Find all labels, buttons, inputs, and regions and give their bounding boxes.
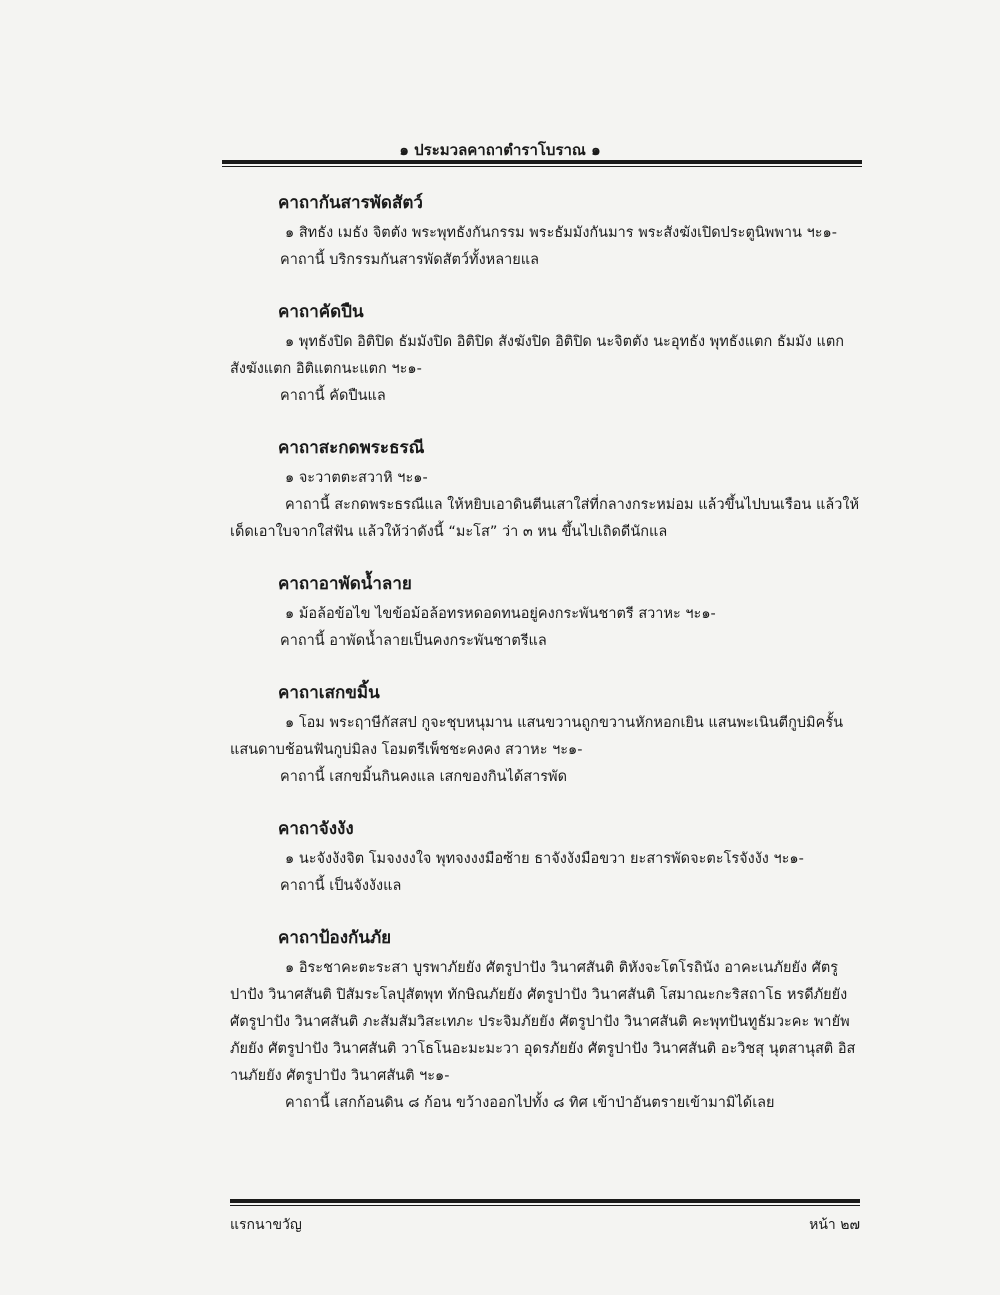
section (230, 814, 860, 900)
incantation-text: ๑ โอม พระฤาษีกัสสป กูจะชุบหนุมาน แสนขวานถูกขวานหักหอกเยิน แสนพะเนินตีกูบ่มิครั้น แสนดาบช้อนฟันกูบ่มิลง โอมตรีเพ็ชชะคงคง สวาหะ ฯะ๑- (230, 715, 844, 758)
section-heading: คาถาสะกดพระธรณี (278, 438, 425, 458)
section-heading: คาถาเสกขมิ้น (278, 683, 380, 703)
footer-rule-thin (230, 1205, 860, 1206)
section-heading: คาถาจังงัง (278, 819, 354, 839)
incantation-text: ๑ พุทธังปิด อิติปิด ธัมมังปิด อิติปิด สังฆังปิด อิติปิด นะจิตตัง นะอุทธัง พุทธังแตก ธัมมัง แตก สังฆังแตก อิติแตกนะแตก ฯะ๑- (230, 334, 845, 377)
header-rule-thick (222, 160, 862, 164)
section-heading: คาถาอาพัดน้ำลาย (278, 574, 412, 594)
usage-note: คาถานี้ เสกก้อนดิน ๘ ก้อน ขว้างออกไปทั้ง ๘ ทิศ เข้าป่าอันตรายเข้ามามิได้เลย (285, 1095, 775, 1111)
running-header: ๑ ประมวลคาถาตำราโบราณ ๑ (399, 141, 601, 159)
content-body (230, 188, 860, 1140)
incantation-text: ๑ นะจังงังจิต โมจงงงใจ พุทจงงงมือซ้าย ธาจังงังมือขวา ยะสารพัดจะตะโรจังงัง ฯะ๑- (285, 851, 804, 867)
section (230, 569, 860, 655)
section (230, 678, 860, 791)
usage-note: คาถานี้ คัดปืนแล (280, 388, 386, 404)
usage-note: คาถานี้ บริกรรมกันสารพัดสัตว์ทั้งหลายแล (280, 252, 539, 268)
section (230, 188, 860, 274)
incantation-text: ๑ ม้อล้อข้อไข ไขข้อม้อล้อทรหดอดทนอยู่คงกระพันชาตรี สวาหะ ฯะ๑- (285, 606, 716, 622)
incantation-text: ๑ จะวาตตะสวาหิ ฯะ๑- (285, 470, 428, 486)
page-number: หน้า ๒๗ (809, 1217, 860, 1233)
usage-note: คาถานี้ อาพัดน้ำลายเป็นคงกระพันชาตรีแล (280, 633, 547, 649)
footer-rule-thick (230, 1199, 860, 1203)
usage-note: คาถานี้ สะกดพระธรณีแล ให้หยิบเอาดินตีนเสาใส่ที่กลางกระหม่อม แล้วขึ้นไปบนเรือน แล้วให้เด็ดเอาใบจากใส่ฟัน แล้วให้ว่าดังนี้ “มะโส” ว่า ๓ หน ขึ้นไปเถิดดีนักแล (230, 497, 860, 540)
incantation-text: ๑ สิทธัง เมธัง จิตตัง พระพุทธังกันกรรม พระธัมมังกันมาร พระสังฆังเปิดประตูนิพพาน ฯะ๑- (285, 225, 837, 241)
section-heading: คาถาคัดปืน (278, 302, 364, 322)
usage-note: คาถานี้ เป็นจังงังแล (280, 878, 402, 894)
incantation-text: ๑ อิระชาคะตะระสา บูรพาภัยยัง ศัตรูปาปัง วินาศสันติ ติหังจะโตโรถินัง อาคะเนภัยยัง ศัตรู ปาปัง วินาศสันติ ปิสัมระโลปุสัตพุท ทักษิณภัยยัง ศัตรูปาปัง วินาศสันติ โสมาณะกะริสถาโธ หรดีภัยยัง ศัตรูปาปัง วินาศสันติ ภะสัมสัมวิสะเทภะ ประจิมภัยยัง ศัตรูปาปัง วินาศสันติ คะพุทปันทูธัมวะคะ พายัพภัยยัง ศัตรูปาปัง วินาศสันติ วาโธโนอะมะมะวา อุดรภัยยัง ศัตรูปาปัง วินาศสันติ อะวิชสุ นุตสานุสติ อิสานภัยยัง ศัตรูปาปัง วินาศสันติ ฯะ๑- (230, 960, 856, 1084)
section (230, 297, 860, 410)
footer-publication: แรกนาขวัญ (230, 1217, 302, 1233)
section-heading: คาถากันสารพัดสัตว์ (278, 193, 423, 213)
section (230, 923, 860, 1117)
section (230, 433, 860, 546)
usage-note: คาถานี้ เสกขมิ้นกินคงแล เสกของกินได้สารพัด (280, 769, 568, 785)
header-rule-thin (222, 166, 862, 167)
section-heading: คาถาป้องกันภัย (278, 928, 392, 948)
